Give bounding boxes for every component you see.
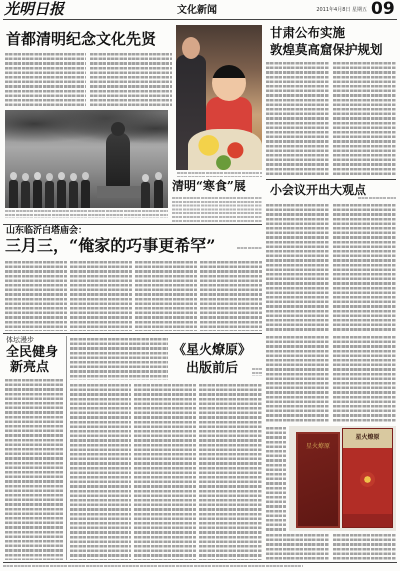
fitness-headline-line2: 新亮点 xyxy=(10,360,50,375)
footer-editor-line xyxy=(3,565,303,568)
fitness-headline-line1: 全民健身 xyxy=(6,345,59,360)
right-lower-body-col-1 xyxy=(266,336,329,423)
baitamiao-byline xyxy=(237,247,262,251)
book-cover-right-emblem xyxy=(360,472,375,487)
photo-woman-face xyxy=(182,37,200,59)
baitamiao-body-col-1 xyxy=(5,261,67,331)
xinghuo-body-col-3 xyxy=(199,384,262,560)
page-number: 09 xyxy=(371,0,395,19)
xinghuo-body-col-2 xyxy=(134,384,196,560)
book-cover-right-title: 星火燎原 xyxy=(355,434,380,441)
capital-qingming-body-col-2 xyxy=(90,53,172,108)
dunhuang-body-col-2 xyxy=(333,62,396,176)
fitness-column-rule xyxy=(66,336,67,560)
small-meeting-byline xyxy=(358,197,396,201)
right-bottom-body-col-1 xyxy=(266,534,329,560)
right-lower-body-col-2 xyxy=(333,336,396,423)
right-column-rule xyxy=(266,179,396,180)
xinghuo-intro xyxy=(70,338,168,380)
baitamiao-body-col-3 xyxy=(135,261,197,331)
hanshi-exhibition-headline: 清明“寒食”展 xyxy=(172,179,246,193)
photo-child-with-food xyxy=(176,25,262,170)
photo-pedestal xyxy=(97,186,141,198)
photo-student-heads xyxy=(10,172,17,180)
masthead-title: 光明日报 xyxy=(4,0,65,18)
header-rule xyxy=(3,19,397,20)
dunhuang-body-col-1 xyxy=(266,62,329,176)
book-cover-left xyxy=(296,432,340,528)
xinghuo-headline-line2: 出版前后 xyxy=(186,361,239,376)
photo-food-platter xyxy=(188,129,262,170)
book-cover-left-title: 星火燎原 xyxy=(305,443,330,450)
footer-rule xyxy=(3,562,397,563)
xinghuo-body-col-1 xyxy=(70,384,131,560)
hanshi-caption-top xyxy=(177,172,262,177)
capital-qingming-headline: 首都清明纪念文化先贤 xyxy=(6,30,157,48)
baitamiao-headline: 三月三，“俺家的巧事更希罕” xyxy=(5,236,216,255)
small-meeting-headline: 小会议开出大观点 xyxy=(270,183,367,197)
right-lower-body-narrow xyxy=(266,427,286,531)
middle-band-rule xyxy=(3,224,262,225)
fitness-body xyxy=(5,379,63,560)
dunhuang-headline-line1: 甘肃公布实施 xyxy=(270,25,346,40)
photo-xinghuo-books xyxy=(289,426,396,531)
right-bottom-body-col-2 xyxy=(333,534,396,560)
dunhuang-headline-line2: 敦煌莫高窟保护规划 xyxy=(270,42,383,57)
photo-child-head xyxy=(212,65,246,101)
capital-qingming-body-col-1 xyxy=(5,53,86,108)
baitamiao-kicker: 山东临沂白塔庙会： xyxy=(6,226,88,236)
baitamiao-body-col-2 xyxy=(70,261,132,331)
section-title: 文化新闻 xyxy=(177,5,217,16)
issue-date: 2011年4月8日 星期五 xyxy=(316,7,367,13)
bottom-band-rule xyxy=(3,333,262,334)
small-meeting-body-col-1 xyxy=(266,204,329,332)
xinghuo-byline xyxy=(252,368,262,376)
baitamiao-body-col-4 xyxy=(200,261,262,331)
photo-statue xyxy=(106,132,130,188)
photo-trees xyxy=(5,110,168,156)
capital-qingming-photo-caption xyxy=(5,210,168,218)
fitness-kicker: 体坛漫步 xyxy=(6,336,34,344)
xinghuo-headline-line1: 《星火燎原》 xyxy=(173,343,252,358)
book-cover-right xyxy=(342,428,393,528)
photo-statue-head xyxy=(111,122,125,136)
small-meeting-body-col-2 xyxy=(333,204,396,332)
photo-student-bodies xyxy=(9,180,18,208)
photo-students-at-statue xyxy=(5,110,168,208)
hanshi-caption xyxy=(172,197,262,222)
